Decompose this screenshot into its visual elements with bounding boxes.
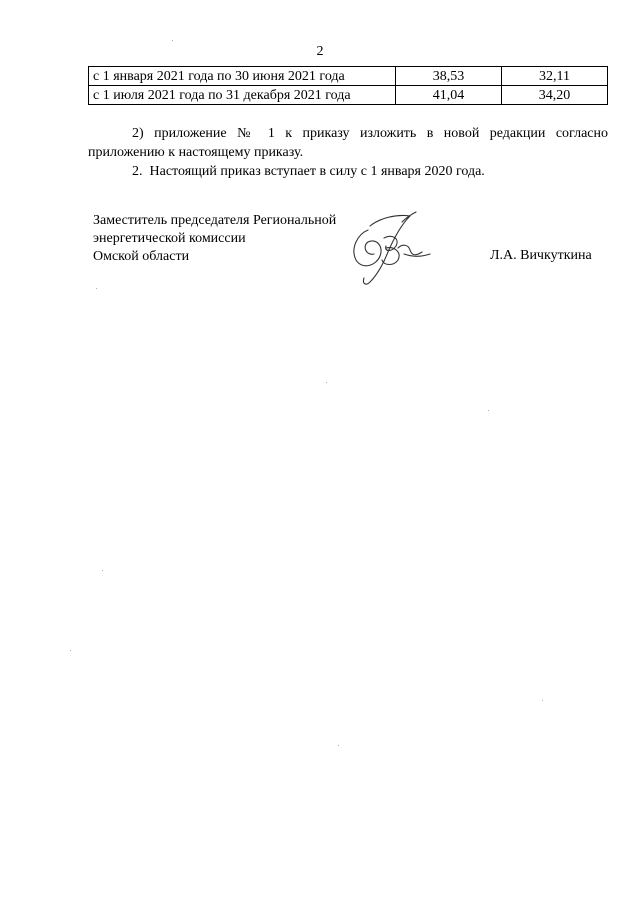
handwritten-signature — [340, 208, 435, 288]
signatory-position — [93, 212, 336, 266]
table-row — [89, 67, 608, 86]
page-number: 2 — [316, 44, 324, 59]
value-cell: 32,11 — [502, 67, 608, 86]
value-cell: 38,53 — [396, 67, 502, 86]
position-line: Омской области — [93, 249, 190, 264]
period-cell: с 1 января 2021 года по 30 июня 2021 года — [89, 67, 396, 86]
paragraph-effective-date: 2. Настоящий приказ вступает в силу с 1 января 2020 года. — [132, 164, 485, 179]
position-line: Заместитель председателя Региональной — [93, 213, 337, 228]
table-row — [89, 86, 608, 105]
rates-table — [88, 66, 608, 105]
value-cell: 41,04 — [396, 86, 502, 105]
position-line: энергетической комиссии — [93, 231, 246, 246]
paragraph-appendix-amendment: 2) приложение № 1 к приказу изложить в новой редакции согласно приложению к настоящему приказу. — [88, 126, 608, 160]
signer-name: Л.А. Вичкуткина — [490, 248, 592, 263]
value-cell: 34,20 — [502, 86, 608, 105]
period-cell: с 1 июля 2021 года по 31 декабря 2021 года — [89, 86, 396, 105]
